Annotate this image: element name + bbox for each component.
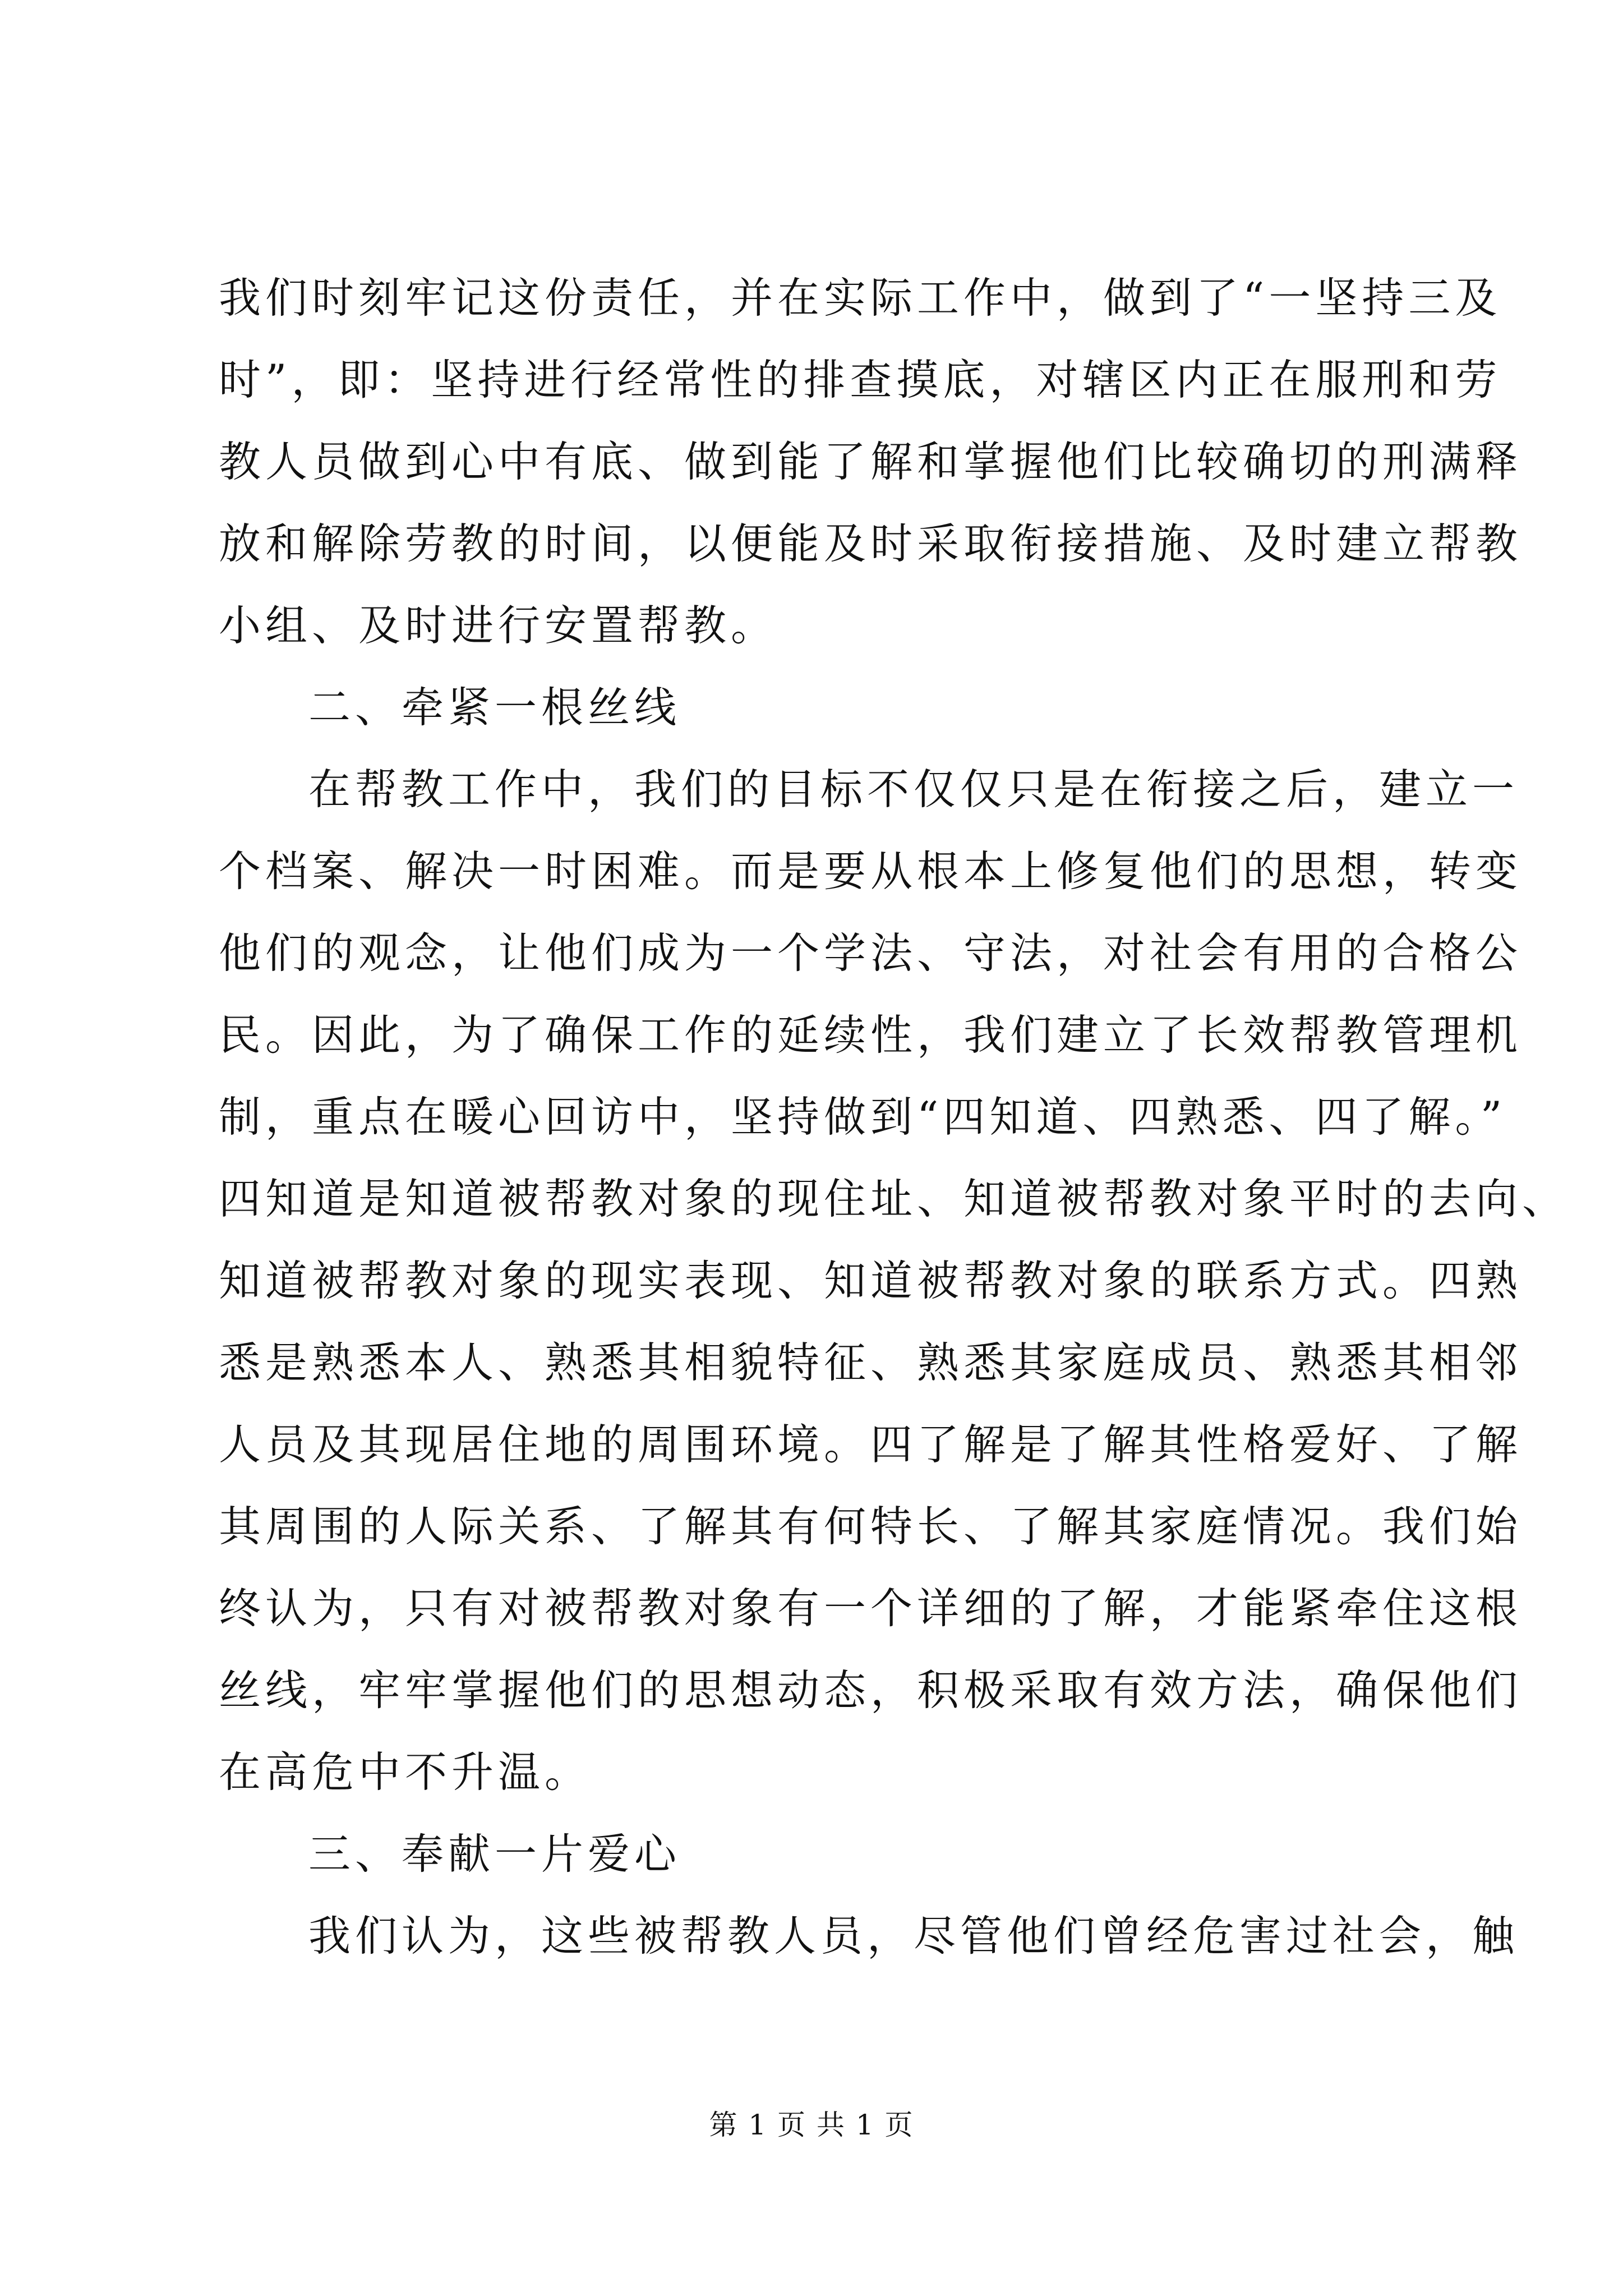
text-line: 四知道是知道被帮教对象的现住址、知道被帮教对象平时的去向、 <box>219 1174 1569 1223</box>
text-line: 教人员做到心中有底、做到能了解和掌握他们比较确切的刑满释 <box>219 437 1523 486</box>
text-line: 小组、及时进行安置帮教。 <box>219 601 778 650</box>
text-line: 丝线，牢牢掌握他们的思想动态，积极采取有效方法，确保他们 <box>219 1665 1523 1715</box>
text-line: 在帮教工作中，我们的目标不仅仅只是在衔接之后，建立一 <box>308 765 1519 814</box>
text-line: 我们认为，这些被帮教人员，尽管他们曾经危害过社会，触 <box>308 1911 1519 1961</box>
body-text <box>219 257 1569 1977</box>
page-footer: 第 1 页 共 1 页 <box>709 2109 914 2141</box>
text-line: 民。因此，为了确保工作的延续性，我们建立了长效帮教管理机 <box>219 1010 1523 1060</box>
text-line: 制，重点在暖心回访中，坚持做到“四知道、四熟悉、四了解。” <box>219 1092 1507 1142</box>
text-line: 个档案、解决一时困难。而是要从根本上修复他们的思想，转变 <box>219 846 1523 896</box>
text-line: 在高危中不升温。 <box>219 1747 592 1797</box>
text-line: 知道被帮教对象的现实表现、知道被帮教对象的联系方式。四熟 <box>219 1256 1523 1305</box>
text-line: 终认为，只有对被帮教对象有一个详细的了解，才能紧牵住这根 <box>219 1584 1523 1633</box>
text-line: 我们时刻牢记这份责任，并在实际工作中，做到了“一坚持三及 <box>219 273 1502 323</box>
text-line: 其周围的人际关系、了解其有何特长、了解其家庭情况。我们始 <box>219 1502 1523 1551</box>
text-line: 放和解除劳教的时间，以便能及时采取衔接措施、及时建立帮教 <box>219 519 1523 568</box>
section-heading: 三、奉献一片爱心 <box>308 1829 681 1879</box>
text-line: 悉是熟悉本人、熟悉其相貌特征、熟悉其家庭成员、熟悉其相邻 <box>219 1338 1523 1387</box>
text-line: 时”，即：坚持进行经常性的排查摸底，对辖区内正在服刑和劳 <box>219 355 1502 404</box>
text-line: 人员及其现居住地的周围环境。四了解是了解其性格爱好、了解 <box>219 1420 1523 1469</box>
text-line: 他们的观念，让他们成为一个学法、守法，对社会有用的合格公 <box>219 928 1523 978</box>
section-heading: 二、牵紧一根丝线 <box>308 683 681 732</box>
